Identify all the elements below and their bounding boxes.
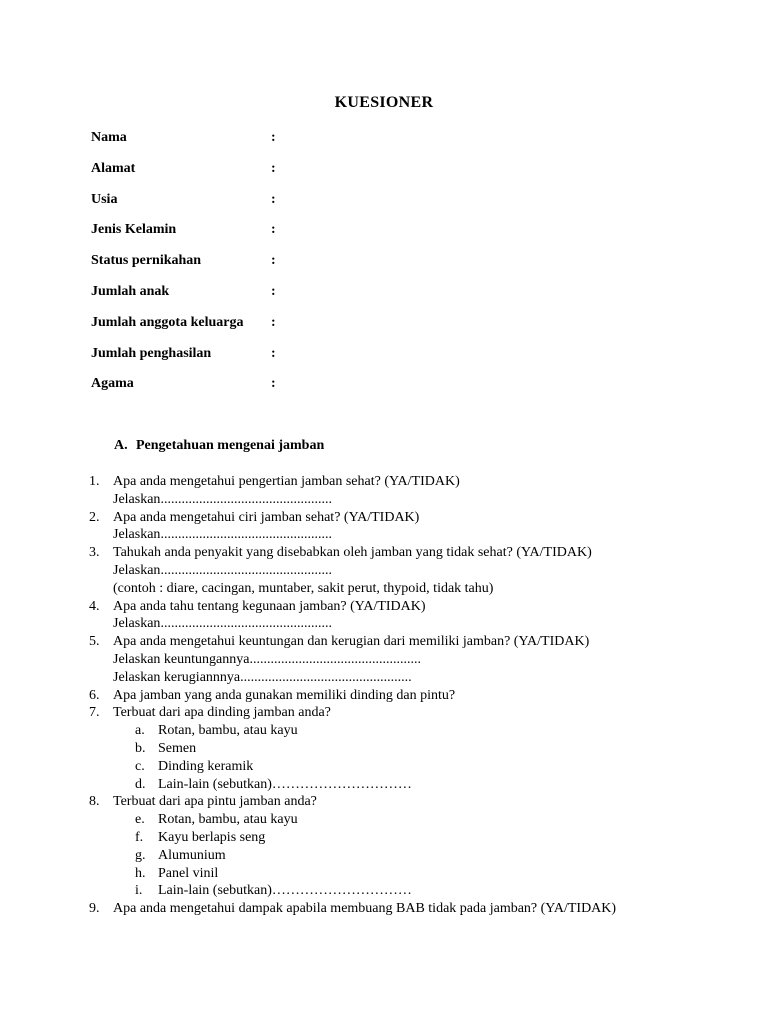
answer-line — [89, 669, 616, 687]
identity-fields — [91, 130, 283, 407]
question-2 — [89, 509, 616, 527]
field-colon: : — [271, 314, 276, 330]
field-jumlah-anak — [91, 284, 283, 315]
question-number: 4. — [89, 598, 100, 614]
answer-line — [89, 526, 616, 544]
field-colon: : — [271, 130, 276, 145]
field-colon: : — [271, 191, 276, 207]
question-text: Apa jamban yang anda gunakan memiliki dinding dan pintu? — [113, 687, 456, 703]
answer-line — [89, 491, 616, 509]
field-label: Jumlah anggota keluarga — [91, 314, 244, 330]
section-title: Pengetahuan mengenai jamban — [136, 438, 325, 453]
option-item — [89, 865, 616, 883]
option-text: Rotan, bambu, atau kayu — [158, 812, 298, 828]
question-text: Apa anda mengetahui pengertian jamban sehat? (YA/TIDAK) — [113, 474, 460, 489]
field-label: Jumlah anak — [91, 283, 170, 299]
question-number: 5. — [89, 634, 100, 650]
option-text: Alumunium — [158, 847, 226, 863]
option-item — [89, 811, 616, 829]
answer-dots: ................................................. — [160, 491, 332, 507]
field-label: Nama — [91, 130, 127, 145]
section-letter: A. — [114, 438, 128, 453]
question-list — [89, 473, 616, 918]
question-text: Terbuat dari apa dinding jamban anda? — [113, 705, 331, 721]
question-number: 6. — [89, 687, 100, 703]
answer-dots: ................................................. — [160, 527, 332, 543]
option-item — [89, 758, 616, 776]
question-number: 3. — [89, 545, 100, 561]
field-label: Agama — [91, 376, 134, 392]
question-number: 2. — [89, 509, 100, 525]
option-letter: a. — [135, 723, 145, 739]
option-item — [89, 740, 616, 758]
field-colon: : — [271, 283, 276, 299]
field-alamat — [91, 161, 283, 192]
explain-label: Jelaskan — [113, 491, 161, 507]
page-title: KUESIONER — [334, 94, 434, 111]
option-item — [89, 847, 616, 865]
question-9 — [89, 900, 616, 918]
question-7 — [89, 704, 616, 722]
field-usia — [91, 192, 283, 223]
field-agama — [91, 376, 283, 407]
field-jenis-kelamin — [91, 222, 283, 253]
example-note: (contoh : diare, cacingan, muntaber, sakit perut, thypoid, tidak tahu) — [113, 580, 494, 596]
option-item — [89, 722, 616, 740]
field-label: Status pernikahan — [91, 253, 202, 269]
answer-dots: ................................................. — [240, 669, 412, 685]
question-text: Terbuat dari apa pintu jamban anda? — [113, 794, 317, 810]
question-6 — [89, 687, 616, 705]
question-number: 1. — [89, 474, 100, 489]
field-colon: : — [271, 160, 276, 176]
explain-label: Jelaskan — [113, 562, 161, 578]
explain-label: Jelaskan — [113, 616, 161, 632]
field-jumlah-anggota-keluarga — [91, 315, 283, 346]
answer-line — [89, 615, 616, 633]
question-text: Tahukah anda penyakit yang disebabkan oleh jamban yang tidak sehat? (YA/TIDAK) — [113, 545, 592, 561]
option-item — [89, 829, 616, 847]
question-text: Apa anda mengetahui dampak apabila membuang BAB tidak pada jamban? (YA/TIDAK) — [113, 901, 617, 917]
question-5 — [89, 633, 616, 651]
option-text: Kayu berlapis seng — [158, 829, 266, 845]
option-text: Semen — [158, 740, 197, 756]
explain-label: Jelaskan kerugiannnya — [113, 669, 241, 685]
field-label: Usia — [91, 191, 118, 207]
answer-line — [89, 562, 616, 580]
question-text: Apa anda mengetahui keuntungan dan kerugian dari memiliki jamban? (YA/TIDAK) — [113, 634, 590, 650]
question-text: Apa anda tahu tentang kegunaan jamban? (YA/TIDAK) — [113, 598, 426, 614]
field-label: Alamat — [91, 160, 136, 176]
option-text: Rotan, bambu, atau kayu — [158, 723, 298, 739]
option-text: Lain-lain (sebutkan)………………………… — [158, 883, 412, 899]
answer-dots: ................................................. — [160, 562, 332, 578]
question-number: 7. — [89, 705, 100, 721]
field-label: Jenis Kelamin — [91, 222, 177, 238]
option-letter: e. — [135, 812, 145, 828]
option-letter: i. — [135, 883, 143, 899]
option-letter: c. — [135, 758, 145, 774]
explain-label: Jelaskan — [113, 527, 161, 543]
option-text: Lain-lain (sebutkan)………………………… — [158, 776, 412, 792]
field-colon: : — [271, 253, 276, 269]
option-letter: g. — [135, 847, 146, 863]
question-text: Apa anda mengetahui ciri jamban sehat? (YA/TIDAK) — [113, 509, 420, 525]
section-heading-a — [114, 438, 324, 454]
option-letter: d. — [135, 776, 146, 792]
field-jumlah-penghasilan — [91, 346, 283, 377]
question-number: 9. — [89, 901, 100, 917]
question-8 — [89, 793, 616, 811]
field-colon: : — [271, 376, 276, 392]
field-status-pernikahan — [91, 253, 283, 284]
option-text: Panel vinil — [158, 865, 219, 881]
field-label: Jumlah penghasilan — [91, 345, 212, 361]
answer-dots: ................................................. — [160, 616, 332, 632]
option-letter: f. — [135, 829, 144, 845]
option-text: Dinding keramik — [158, 758, 254, 774]
explain-label: Jelaskan keuntungannya — [113, 651, 250, 667]
field-colon: : — [271, 222, 276, 238]
question-number: 8. — [89, 794, 100, 810]
question-1 — [89, 473, 616, 491]
option-letter: h. — [135, 865, 146, 881]
option-item — [89, 776, 616, 794]
answer-dots: ................................................. — [249, 651, 421, 667]
question-3 — [89, 544, 616, 562]
field-colon: : — [271, 345, 276, 361]
question-4 — [89, 598, 616, 616]
option-letter: b. — [135, 740, 146, 756]
option-item — [89, 882, 616, 900]
answer-line — [89, 651, 616, 669]
field-nama — [91, 130, 283, 161]
